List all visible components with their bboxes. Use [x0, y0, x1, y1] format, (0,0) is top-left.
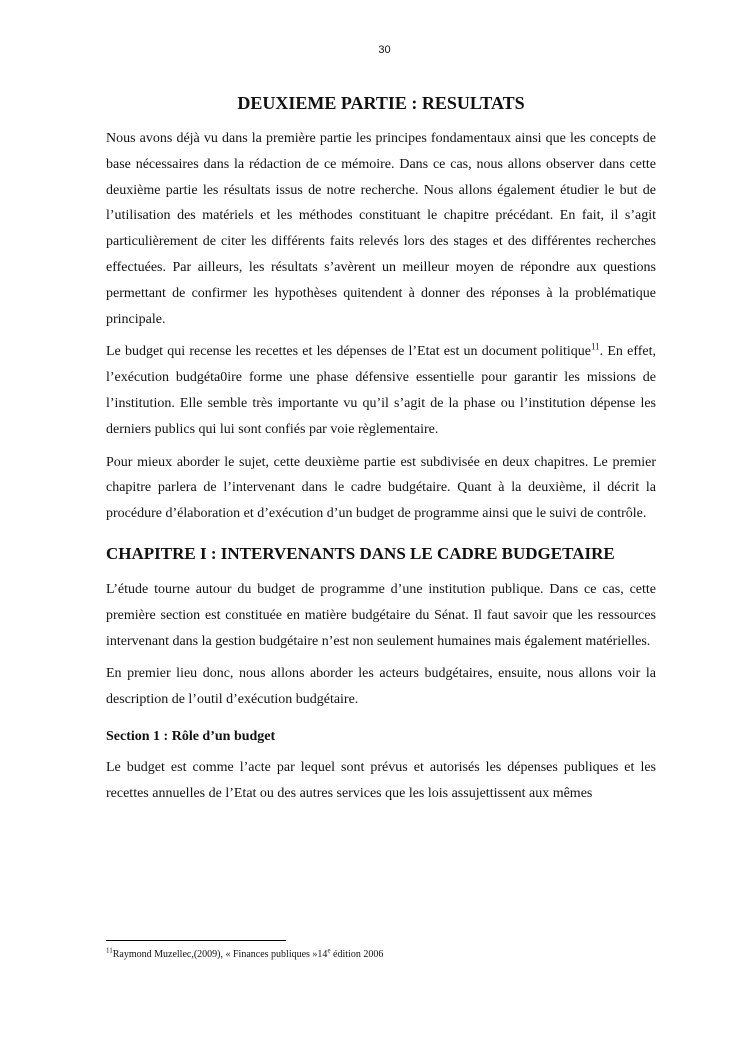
budget-text-before: Le budget qui recense les recettes et les dépenses de l’Etat est un document politique — [106, 344, 591, 360]
chapter-title: CHAPITRE I : INTERVENANTS DANS LE CADRE BUDGETAIRE — [106, 543, 615, 563]
subdivision-paragraph: Pour mieux aborder le sujet, cette deuxième partie est subdivisée en deux chapitres. Le premier chapitre parlera de l’intervenant dans le cadre budgétaire. Quant à la deuxième, il décrit la procédure d’élaboration et d’exécution d’un budget de programme ainsi que le suivi de contrôle. — [106, 454, 656, 522]
intro-paragraph: Nous avons déjà vu dans la première partie les principes fondamentaux ainsi que les concepts de base nécessaires dans la rédaction de ce mémoire. Dans ce cas, nous allons observer dans cette deuxième partie les résultats issus de notre recherche. Nous allons également étudier le but de l’utilisation des matériels et les méthodes constituant le chapitre précédant. En fait, il s’agit particulièrement de citer les différents faits relevés lors des stages et des différentes recherches effectuées. Par ailleurs, les résultats s’avèrent un meilleur moyen de répondre aux questions permettant de confirmer les hypothèses quitendent à donner des réponses à la problématique principale. — [106, 131, 656, 327]
footnote-divider — [106, 940, 286, 941]
part-title: DEUXIEME PARTIE : RESULTATS — [237, 93, 525, 113]
section-title: Section 1 : Rôle d’un budget — [106, 728, 276, 744]
footnote-text: Raymond Muzellec,(2009), « Finances publiques »14 — [112, 949, 328, 960]
page-number: 30 — [378, 44, 391, 56]
footnote-number: 11 — [106, 946, 113, 955]
chapter-paragraph-2: En premier lieu donc, nous allons aborder les acteurs budgétaires, ensuite, nous allons voir la description de l’outil d’exécution budgétaire. — [106, 666, 656, 708]
page-content — [106, 92, 656, 814]
chapter-paragraph-1: L’étude tourne autour du budget de programme d’une institution publique. Dans ce cas, cette première section est constituée en matière budgétaire du Sénat. Il faut savoir que les ressources intervenant dans la gestion budgétaire n’est non seulement humaines mais également matérielles. — [106, 581, 656, 649]
footnote-text-end: édition 2006 — [330, 949, 384, 960]
section-paragraph: Le budget est comme l’acte par lequel sont prévus et autorisés les dépenses publiques et les recettes annuelles de l’Etat ou des autres services que les lois assujettissent aux mêmes — [106, 759, 656, 801]
budget-text-after: . En effet, l’exécution budgéta0ire forme une phase défensive essentielle pour garantir les missions de l’institution. Elle semble très importante vu qu’il s’agit de la phase ou l’institution dépense les derniers publics qui lui sont confiés par voie règlementaire. — [106, 344, 656, 437]
footnote — [106, 948, 383, 962]
footnote-ref[interactable]: 11 — [590, 341, 600, 352]
footnote-superscript-e: e — [327, 946, 331, 955]
budget-paragraph — [106, 339, 656, 442]
